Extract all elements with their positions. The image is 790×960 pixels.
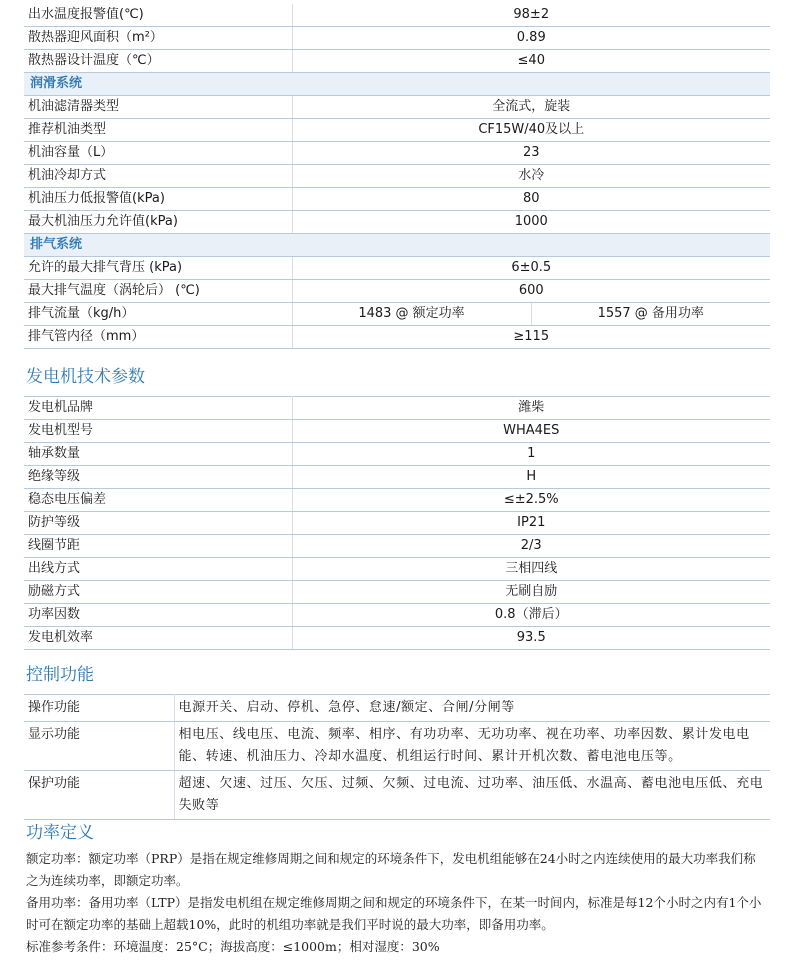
- table-row: [24, 558, 770, 581]
- table-row: [24, 397, 770, 420]
- param-label: 轴承数量: [24, 443, 292, 466]
- table-row: [24, 771, 770, 820]
- param-label: 机油滤清器类型: [24, 96, 292, 119]
- generator-params-table: [24, 396, 770, 650]
- table-row: [24, 535, 770, 558]
- param-label: 排气管内径（mm）: [24, 326, 292, 349]
- param-value: 6±0.5: [292, 257, 770, 280]
- table-row: [24, 420, 770, 443]
- param-label: 散热器迎风面积（m²）: [24, 27, 292, 50]
- function-value: 超速、欠速、过压、欠压、过频、欠频、过电流、过功率、油压低、水温高、蓄电池电压低、充电失败等: [174, 771, 770, 820]
- table-row: [24, 695, 770, 722]
- param-value: 23: [292, 142, 770, 165]
- table-row: [24, 581, 770, 604]
- function-label: 操作功能: [24, 695, 174, 722]
- param-value: 0.8（滞后）: [292, 604, 770, 627]
- param-label: 机油压力低报警值(kPa): [24, 188, 292, 211]
- param-label: 散热器设计温度（℃）: [24, 50, 292, 73]
- param-label: 最大机油压力允许值(kPa): [24, 211, 292, 234]
- param-value: 三相四线: [292, 558, 770, 581]
- param-value: 600: [292, 280, 770, 303]
- param-label: 绝缘等级: [24, 466, 292, 489]
- param-label: 出水温度报警值(℃): [24, 4, 292, 27]
- control-functions-table: [24, 694, 770, 820]
- control-heading: 控制功能: [26, 665, 94, 685]
- table-row: [24, 303, 770, 326]
- table-row: [24, 50, 770, 73]
- section-title: 润滑系统: [24, 73, 770, 96]
- param-value: CF15W/40及以上: [292, 119, 770, 142]
- table-row: [24, 466, 770, 489]
- table-row: [24, 443, 770, 466]
- section-title: 排气系统: [24, 234, 770, 257]
- table-row: [24, 280, 770, 303]
- param-value: IP21: [292, 512, 770, 535]
- reference-conditions: 标准参考条件：环境温度：25°C；海拔高度：≤1000m；相对湿度：30%: [26, 939, 440, 954]
- param-label: 允许的最大排气背压 (kPa): [24, 257, 292, 280]
- table-row: [24, 604, 770, 627]
- table-row: [24, 257, 770, 280]
- param-value: ≥115: [292, 326, 770, 349]
- table-row: [24, 326, 770, 349]
- power-definition-heading: 功率定义: [26, 823, 94, 843]
- param-value: ≤40: [292, 50, 770, 73]
- param-label: 发电机型号: [24, 420, 292, 443]
- param-value: 水冷: [292, 165, 770, 188]
- param-label: 线圈节距: [24, 535, 292, 558]
- table-row: [24, 96, 770, 119]
- param-value: 93.5: [292, 627, 770, 650]
- param-value: 0.89: [292, 27, 770, 50]
- param-label: 机油容量（L）: [24, 142, 292, 165]
- param-value: ≤±2.5%: [292, 489, 770, 512]
- param-value: 潍柴: [292, 397, 770, 420]
- param-label: 发电机效率: [24, 627, 292, 650]
- param-label: 出线方式: [24, 558, 292, 581]
- ltp-definition: 备用功率：备用功率（LTP）是指发电机组在规定维修周期之间和规定的环境条件下，在某一时间内，标准是每12个小时之内有1个小时可在额定功率的基础上超载10%，此时的机组功率就是我们平时说的最大功率，即备用功率。: [26, 895, 762, 932]
- param-value: 1000: [292, 211, 770, 234]
- param-label: 防护等级: [24, 512, 292, 535]
- table-row: [24, 512, 770, 535]
- table-row: [24, 722, 770, 771]
- power-definition-text: [26, 848, 762, 958]
- function-value: 电源开关、启动、停机、急停、怠速/额定、合闸/分闸等: [174, 695, 770, 722]
- param-value-ltp: 1557 @ 备用功率: [531, 303, 770, 326]
- param-label: 排气流量（kg/h）: [24, 303, 292, 326]
- param-value: 80: [292, 188, 770, 211]
- section-header-exhaust: [24, 234, 770, 257]
- engine-params-table: [24, 4, 770, 349]
- param-label: 励磁方式: [24, 581, 292, 604]
- table-row: [24, 119, 770, 142]
- table-row: [24, 142, 770, 165]
- param-value: H: [292, 466, 770, 489]
- param-label: 稳态电压偏差: [24, 489, 292, 512]
- param-label: 功率因数: [24, 604, 292, 627]
- prp-definition: 额定功率：额定功率（PRP）是指在规定维修周期之间和规定的环境条件下，发电机组能够在24小时之内连续使用的最大功率我们称之为连续功率，即额定功率。: [26, 851, 756, 888]
- param-label: 最大排气温度（涡轮后） (℃): [24, 280, 292, 303]
- table-row: [24, 4, 770, 27]
- param-value: 1: [292, 443, 770, 466]
- param-label: 推荐机油类型: [24, 119, 292, 142]
- table-row: [24, 489, 770, 512]
- param-value-prp: 1483 @ 额定功率: [292, 303, 531, 326]
- table-row: [24, 627, 770, 650]
- generator-heading: 发电机技术参数: [26, 367, 145, 387]
- param-value: 无刷自励: [292, 581, 770, 604]
- table-row: [24, 211, 770, 234]
- param-value: 2/3: [292, 535, 770, 558]
- param-label: 机油冷却方式: [24, 165, 292, 188]
- function-label: 显示功能: [24, 722, 174, 771]
- param-value: 98±2: [292, 4, 770, 27]
- param-value: 全流式，旋装: [292, 96, 770, 119]
- param-label: 发电机品牌: [24, 397, 292, 420]
- table-row: [24, 27, 770, 50]
- table-row: [24, 165, 770, 188]
- param-value: WHA4ES: [292, 420, 770, 443]
- table-row: [24, 188, 770, 211]
- function-value: 相电压、线电压、电流、频率、相序、有功功率、无功功率、视在功率、功率因数、累计发电电能、转速、机油压力、冷却水温度、机组运行时间、累计开机次数、蓄电池电压等。: [174, 722, 770, 771]
- section-header-lubrication: [24, 73, 770, 96]
- function-label: 保护功能: [24, 771, 174, 820]
